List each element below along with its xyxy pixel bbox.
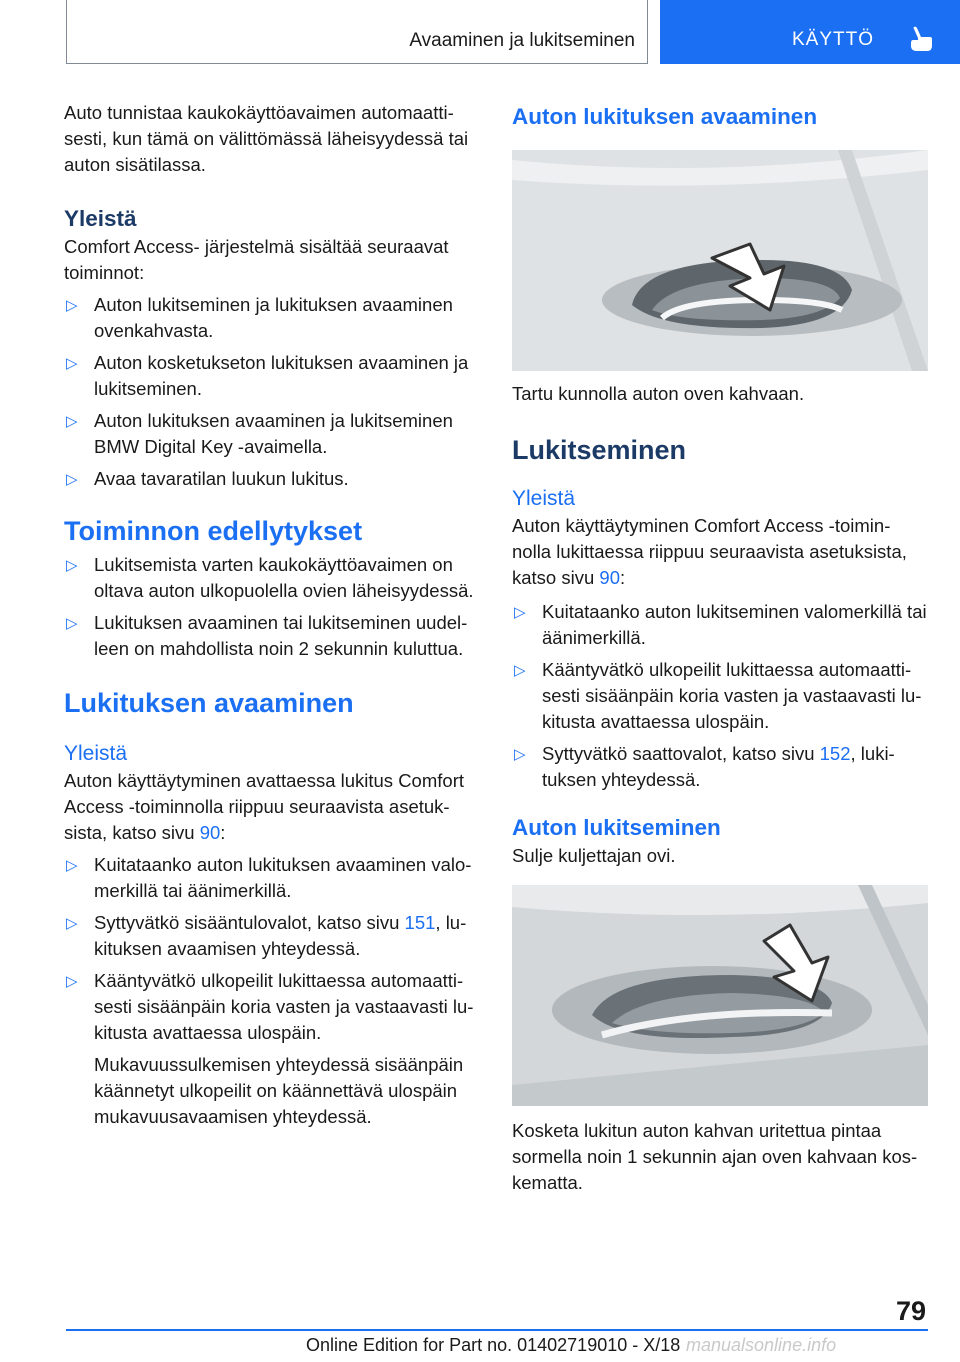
triangle-bullet-icon: ▷ bbox=[66, 557, 78, 574]
list-item: ▷ Lukituksen avaaminen tai lukitseminen uudel-leen on mahdollista noin 2 sekunnin kuluttua. bbox=[66, 612, 468, 659]
section-title: Avaaminen ja lukitseminen bbox=[409, 30, 635, 51]
page-link[interactable]: 152 bbox=[819, 743, 851, 764]
door-handle-lock-image bbox=[512, 885, 928, 1106]
lock-text: Auton käyttäytyminen Comfort Access -toimin-nolla lukittaessa riippuu seuraavista asetuksista, katso sivu 90: bbox=[512, 515, 907, 588]
door-handle-illustration bbox=[512, 150, 928, 371]
unlock-heading: Lukituksen avaaminen bbox=[64, 688, 354, 718]
function-list bbox=[64, 292, 478, 492]
footer-divider bbox=[66, 1329, 928, 1331]
open-heading: Auton lukituksen avaaminen bbox=[512, 104, 818, 129]
door-handle-illustration bbox=[512, 885, 928, 1106]
intro-text: Auto tunnistaa kaukokäyttöavaimen automaatti-sesti, kun tämä on välittömässä läheisyydessä tai auton sisätilassa. bbox=[64, 102, 469, 175]
prereq-list bbox=[64, 552, 478, 662]
edition-text: Online Edition for Part no. 01402719010 - X/18 bbox=[306, 1335, 681, 1355]
lock-subheading: Yleistä bbox=[512, 487, 576, 510]
triangle-bullet-icon: ▷ bbox=[66, 615, 78, 632]
triangle-bullet-icon: ▷ bbox=[66, 355, 78, 372]
list-item: ▷ Auton kosketukseton lukituksen avaaminen ja lukitseminen. bbox=[66, 352, 469, 399]
triangle-bullet-icon: ▷ bbox=[66, 857, 78, 874]
list-item: ▷ Lukitsemista varten kaukokäyttöavaimen on oltava auton ulkopuolella ovien läheisyydessä. bbox=[66, 554, 474, 601]
page-link[interactable]: 90 bbox=[599, 567, 620, 588]
door-handle-unlock-image bbox=[512, 150, 928, 371]
list-item-note: Mukavuussulkemisen yhteydessä sisäänpäin käännetyt ulkopeilit on käännettävä ulospäin mukavuusavaamisen yhteydessä. bbox=[94, 1054, 464, 1127]
triangle-bullet-icon: ▷ bbox=[66, 471, 78, 488]
triangle-bullet-icon: ▷ bbox=[514, 746, 526, 763]
list-item: ▷ Auton lukitseminen ja lukituksen avaaminen ovenkahvasta. bbox=[66, 294, 453, 341]
lock-heading: Lukitseminen bbox=[512, 435, 687, 465]
unlock-text: Auton käyttäytyminen avattaessa lukitus Comfort Access -toiminnolla riippuu seuraavista asetuk-sista, katso sivu 90: bbox=[64, 770, 464, 843]
list-item: ▷ Auton lukituksen avaaminen ja lukitseminen BMW Digital Key -avaimella. bbox=[66, 410, 453, 457]
list-item: ▷ Kuitataanko auton lukituksen avaaminen valo-merkillä tai äänimerkillä. bbox=[66, 854, 472, 901]
page-number: 79 bbox=[895, 1296, 926, 1326]
chapter-tab-label: KÄYTTÖ bbox=[792, 29, 875, 50]
list-item: ▷ Syttyvätkö sisääntulovalot, katso sivu 151, lu-kituksen avaamisen yhteydessä. bbox=[66, 912, 467, 959]
list-item: ▷ Avaa tavaratilan luukun lukitus. bbox=[64, 466, 478, 492]
page-link[interactable]: 151 bbox=[404, 912, 436, 933]
triangle-bullet-icon: ▷ bbox=[66, 915, 78, 932]
general-text: Comfort Access- järjestelmä sisältää seuraavat toiminnot: bbox=[64, 236, 449, 283]
list-item: ▷ Kääntyvätkö ulkopeilit lukittaessa automaatti-sesti sisäänpäin koria vasten ja vastaavasti lu-kitusta avattaessa ulospäin. Mukavuussulkemisen yhteydessä sisäänpäin käännetyt ulkopeilit on käännettävä ulospäin mukavuusavaamisen yhteydessä. bbox=[64, 968, 478, 1130]
list-item: ▷ Syttyvätkö saattovalot, katso sivu 152, luki-tuksen yhteydessä. bbox=[514, 743, 895, 790]
triangle-bullet-icon: ▷ bbox=[514, 604, 526, 621]
right-column bbox=[512, 100, 928, 1196]
page-link[interactable]: 90 bbox=[199, 822, 221, 843]
unlock-list bbox=[64, 852, 478, 1130]
watermark: manualsonline.info bbox=[686, 1335, 837, 1355]
triangle-bullet-icon: ▷ bbox=[66, 973, 78, 990]
car-lock-caption: Kosketa lukitun auton kahvan uritettua pintaa sormella noin 1 sekunnin ajan oven kahvaan kos-kematta. bbox=[512, 1120, 918, 1193]
car-lock-text: Sulje kuljettajan ovi. bbox=[512, 845, 676, 866]
list-item: ▷ Kuitataanko auton lukitseminen valomerkillä tai äänimerkillä. bbox=[514, 601, 927, 648]
open-caption: Tartu kunnolla auton oven kahvaan. bbox=[512, 383, 805, 404]
unlock-subheading: Yleistä bbox=[64, 742, 128, 765]
triangle-bullet-icon: ▷ bbox=[514, 662, 526, 679]
header-box bbox=[66, 0, 648, 64]
left-column bbox=[64, 100, 478, 1130]
general-heading: Yleistä bbox=[64, 206, 137, 231]
lock-list bbox=[512, 599, 928, 793]
prereq-heading: Toiminnon edellytykset bbox=[64, 516, 363, 546]
list-item: ▷ Kääntyvätkö ulkopeilit lukittaessa automaatti-sesti sisäänpäin koria vasten ja vastaavasti lu-kitusta avattaessa ulospäin. bbox=[514, 659, 922, 732]
hand-pointer-icon bbox=[910, 26, 934, 52]
chapter-tab[interactable] bbox=[660, 0, 960, 64]
triangle-bullet-icon: ▷ bbox=[66, 413, 78, 430]
car-lock-heading: Auton lukitseminen bbox=[512, 815, 721, 840]
triangle-bullet-icon: ▷ bbox=[66, 297, 78, 314]
